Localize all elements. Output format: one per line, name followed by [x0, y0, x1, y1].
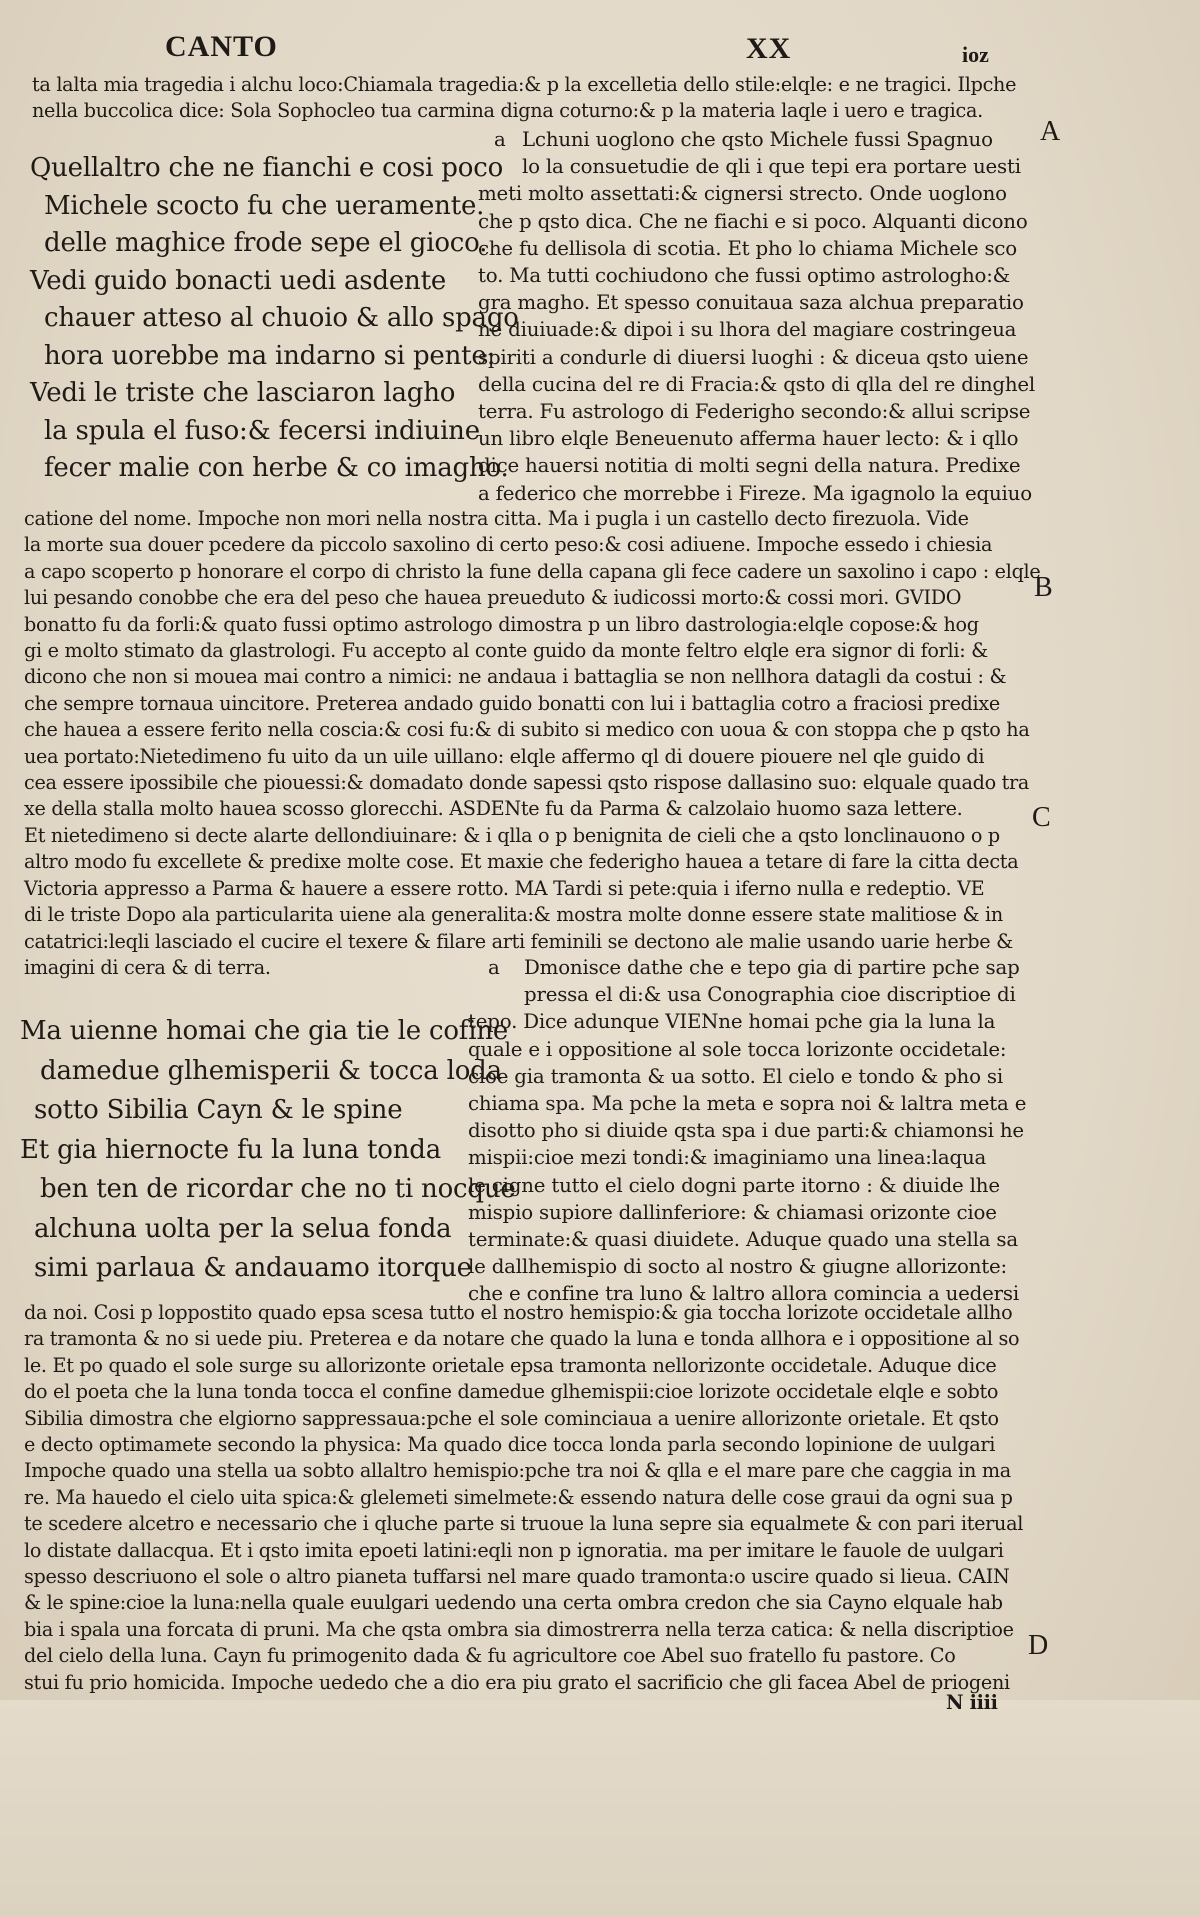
verse-line: sotto Sibilia Cayn & le spine: [34, 1095, 403, 1125]
text-line: gi e molto stimato da glastrologi. Fu accepto al conte guido da monte feltro elqle era signor di forli: &: [24, 639, 988, 663]
text-line: a capo scoperto p honorare el corpo di christo la fune della capana gli fece cadere un saxolino i capo : elqle: [24, 559, 1041, 583]
text-line: le cigne tutto el cielo dogni parte itorno : & diuide lhe: [468, 1173, 1000, 1197]
text-line: do el poeta che la luna tonda tocca el confine damedue glhemispii:cioe lorizote occidetale elqle e sobto: [24, 1380, 999, 1404]
text-line: che hauea a essere ferito nella coscia:& cosi fu:& di subito si medico con uoua & con stoppa che p qsto ha: [24, 718, 1030, 742]
text-line: altro modo fu excellete & predixe molte cose. Et maxie che federigho hauea a tetare di fare la citta decta: [24, 850, 1019, 874]
text-line: mispio supiore dallinferiore: & chiamasi orizonte cioe: [468, 1200, 997, 1224]
margin-letter-d: D: [1028, 1630, 1049, 1661]
text-line: cea essere ipossibile che piouessi:& domadato donde sapessi qsto rispose dallasino suo: elquale quado tra: [24, 771, 1030, 795]
running-head-canto: CANTO: [165, 30, 278, 63]
text-line: da noi. Cosi p loppostito quado epsa scesa tutto el nostro hemispio:& gia toccha lorizote occidetale allho: [24, 1301, 1013, 1324]
verse-line: Vedi le triste che lasciaron lagho: [30, 378, 456, 408]
verse-line: Et gia hiernocte fu la luna tonda: [20, 1134, 442, 1165]
text-line: Et nietedimeno si decte alarte dellondiuinare: & i qlla o p benignita de cieli che a qsto lonclinauono o p: [24, 823, 1000, 847]
top-commentary: [32, 72, 1022, 125]
text-line: dicono che non si mouea mai contro a nimici: ne andaua i battaglia se non nellhora datagli da costui : &: [24, 665, 1007, 689]
verse-line: chauer atteso al chuoio & allo spago: [44, 303, 519, 333]
text-line: imagini di cera & di terra.: [24, 955, 271, 979]
text-line: lo distate dallacqua. Et i qsto imita epoeti latini:eqli non p ignoratia. ma per imitare le fauole de uulgari: [24, 1538, 1004, 1562]
text-line: cioe gia tramonta & ua sotto. El cielo e tondo & pho si: [468, 1064, 1003, 1088]
section-marker: a: [488, 956, 500, 979]
text-line: & le spine:cioe la luna:nella quale euulgari uedendo una certa ombra credon che sia Cayno elquale hab: [24, 1591, 1003, 1615]
margin-letter-a: A: [1040, 116, 1061, 147]
text-line: nella buccolica dice: Sola Sophocleo tua carmina digna coturno:& p la materia laqle i uero e tragica.: [32, 99, 983, 123]
running-head-number: XX: [746, 32, 792, 65]
text-line: chiama spa. Ma pche la meta e sopra noi & laltra meta e: [468, 1092, 1027, 1116]
text-line: ta lalta mia tragedia i alchu loco:Chiamala tragedia:& p la excelletia dello stile:elqle: e ne tragici. Ilpche: [32, 73, 1017, 96]
text-line: meti molto assettati:& cignersi strecto. Onde uoglono: [478, 182, 1007, 206]
text-line: te scedere alcetro e necessario che i qluche parte si truoue la luna sepre sia equalmete & con pari iterual: [24, 1512, 1024, 1536]
verse-block-2: [20, 1012, 516, 1289]
verse-line: simi parlaua & andauamo itorque: [34, 1253, 472, 1283]
commentary-right-2: [468, 954, 1033, 1308]
commentary-right-1: [478, 126, 1036, 507]
text-line: Lchuni uoglono che qsto Michele fussi Spagnuo: [522, 128, 993, 151]
text-line: del cielo della luna. Cayn fu primogenito dada & fu agricultore coe Abel suo fratello fu pastore. Co: [24, 1644, 956, 1668]
verse-line: Vedi guido bonacti uedi asdente: [30, 265, 447, 296]
text-line: che fu dellisola di scotia. Et pho lo chiama Michele sco: [478, 236, 1017, 260]
text-line: ra tramonta & no si uede piu. Preterea e da notare che quado la luna e tonda allhora e i oppositione al so: [24, 1327, 1020, 1351]
text-line: gra magho. Et spesso conuitaua saza alchua preparatio: [478, 291, 1024, 315]
text-line: quale e i oppositione al sole tocca lorizonte occidetale:: [468, 1037, 1007, 1061]
text-line: spesso descriuono el sole o altro pianeta tuffarsi nel mare quado tramonta:o uscire quado si lieua. CAIN: [24, 1565, 1010, 1589]
text-line: a federico che morrebbe i Fireze. Ma igagnolo la equiuo: [478, 481, 1032, 505]
text-line: mispii:cioe mezi tondi:& imaginiamo una linea:laqua: [468, 1146, 987, 1170]
verse-line: Michele scocto fu che ueramente.: [44, 190, 485, 221]
verse-line: alchuna uolta per la selua fonda: [34, 1213, 452, 1244]
text-line: Sibilia dimostra che elgiorno sappressaua:pche el sole cominciaua a uenire allorizonte orietale. Et qsto: [24, 1406, 999, 1430]
text-line: e decto optimamete secondo la physica: Ma quado dice tocca londa parla secondo lopinione de uulgari: [24, 1433, 996, 1457]
text-line: di le triste Dopo ala particularita uiene ala generalita:& mostra molte donne essere state malitiose & in: [24, 903, 1003, 927]
text-line: re. Ma hauedo el cielo uita spica:& glelemeti simelmete:& essendo natura delle cose graui da ogni sua p: [24, 1485, 1013, 1509]
text-line: Victoria appresso a Parma & hauere a essere rotto. MA Tardi si pete:quia i iferno nulla e redeptio. VE: [24, 876, 985, 900]
margin-letter-c: C: [1032, 802, 1051, 833]
text-line: uea portato:Nietedimeno fu uito da un uile uillano: elqle affermo ql di douere piouere nel qle guido di: [24, 744, 985, 768]
text-line: terra. Fu astrologo di Federigho secondo:& allui scripse: [478, 400, 1031, 424]
verse-line: fecer malie con herbe & co imagho.: [44, 453, 509, 483]
text-line: la morte sua douer pcedere da piccolo saxolino di certo peso:& cosi adiuene. Impoche essedo i chiesia: [24, 533, 993, 557]
text-line: catatrici:leqli lasciado el cucire el texere & filare arti feminili se dectono ale malie usando uarie herbe &: [24, 929, 1013, 953]
text-line: lui pesando conobbe che era del peso che hauea preueduto & iudicossi morto:& cossi mori. GVIDO: [24, 586, 962, 610]
commentary-full-1: [24, 506, 1041, 981]
section-marker: a: [494, 128, 506, 151]
text-line: spiriti a condurle di diuersi luoghi : & diceua qsto uiene: [478, 345, 1029, 369]
verse-line: damedue glhemisperii & tocca loda: [40, 1055, 502, 1086]
text-line: bonatto fu da forli:& quato fussi optimo astrologo dimostra p un libro dastrologia:elqle copose:& hog: [24, 612, 979, 636]
text-line: della cucina del re di Fracia:& qsto di qlla del re dinghel: [478, 372, 1036, 396]
text-line: Impoche quado una stella ua sobto allaltro hemispio:pche tra noi & qlla e el mare pare che caggia in ma: [24, 1459, 1011, 1483]
verse-line: la spula el fuso:& fecersi indiuine: [44, 415, 480, 446]
lower-margin: [0, 1700, 1200, 1917]
text-line: disotto pho si diuide qsta spa i due parti:& chiamonsi he: [468, 1119, 1024, 1143]
text-line: che e confine tra luno & laltro allora comincia a uedersi: [468, 1282, 1019, 1306]
text-line: catione del nome. Impoche non mori nella nostra citta. Ma i pugla i un castello decto firezuola. Vide: [24, 507, 969, 530]
text-line: che sempre tornaua uincitore. Preterea andado guido bonatti con lui i battaglia cotro a fraciosi predixe: [24, 691, 1000, 715]
text-line: to. Ma tutti cochiudono che fussi optimo astrologho:&: [478, 264, 1011, 288]
verse-line: ben ten de ricordar che no ti nocque: [40, 1174, 516, 1204]
commentary-full-2: [24, 1300, 1034, 1696]
text-line: tepo. Dice adunque VIENne homai pche gia la luna la: [468, 1010, 996, 1034]
verse-line: Quellaltro che ne fianchi e cosi poco: [30, 153, 504, 183]
text-line: xe della stalla molto hauea scosso glorecchi. ASDENte fu da Parma & calzolaio huomo saza lettere.: [24, 797, 963, 821]
signature-mark: N iiii: [946, 1691, 998, 1714]
text-line: le dallhemispio di socto al nostro & giugne allorizonte:: [468, 1255, 1008, 1279]
folio-number: ioz: [962, 42, 989, 67]
text-line: che p qsto dica. Che ne fiachi e si poco. Alquanti dicono: [478, 209, 1028, 233]
text-line: terminate:& quasi diuidete. Aduque quado una stella sa: [468, 1228, 1018, 1252]
verse-block-1: [30, 150, 519, 488]
text-line: ne diuiuade:& dipoi i su lhora del magiare costringeua: [478, 318, 1017, 342]
text-line: le. Et po quado el sole surge su allorizonte orietale epsa tramonta nellorizonte occidetale. Aduque dice: [24, 1353, 997, 1377]
verse-line: delle maghice frode sepe el gioco.: [44, 228, 488, 258]
text-line: Dmonisce dathe che e tepo gia di partire pche sap: [524, 956, 1020, 979]
text-line: lo la consuetudie de qli i que tepi era portare uesti: [522, 155, 1021, 179]
verse-line: hora uorebbe ma indarno si pente:: [44, 340, 496, 371]
text-line: un libro elqle Beneuenuto afferma hauer lecto: & i qllo: [478, 427, 1019, 451]
text-line: bia i spala una forcata di pruni. Ma che qsta ombra sia dimostrerra nella terza catica: & nella discriptioe: [24, 1617, 1014, 1641]
text-line: dice hauersi notitia di molti segni della natura. Predixe: [478, 454, 1021, 478]
text-line: stui fu prio homicida. Impoche uededo che a dio era piu grato el sacrificio che gli facea Abel de priogeni: [24, 1670, 1010, 1694]
margin-letter-b: B: [1034, 572, 1053, 603]
text-line: pressa el di:& usa Conographia cioe discriptioe di: [524, 983, 1016, 1007]
verse-line: Ma uienne homai che gia tie le cofine: [20, 1016, 509, 1046]
